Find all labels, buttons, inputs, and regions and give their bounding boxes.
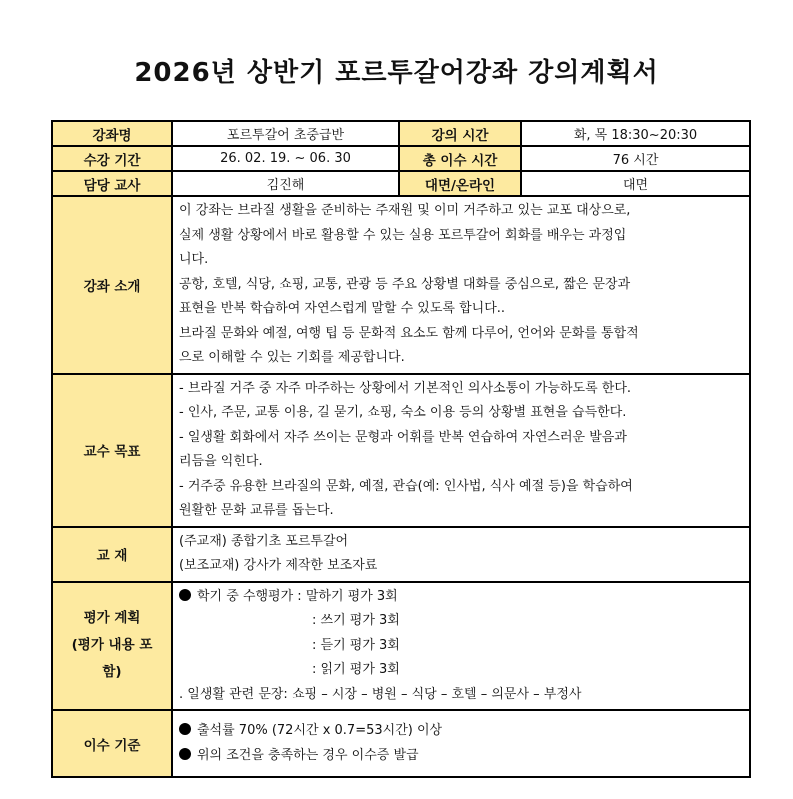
course-name-value: 포르투갈어 초중급반: [172, 121, 399, 146]
goal-line: 리듬을 익힌다.: [179, 454, 263, 469]
completion-text: 위의 조건을 충족하는 경우 이수증 발급: [197, 747, 419, 763]
teacher-value: 김진해: [172, 171, 399, 196]
total-hours-value: 76 시간: [521, 146, 750, 171]
intro-line: 표현을 반복 학습하여 자연스럽게 말할 수 있도록 합니다..: [179, 301, 506, 316]
evaluation-item-text: : 듣기 평가 3회: [312, 637, 400, 653]
teacher-label: 담당 교사: [52, 171, 172, 196]
table-row: [52, 146, 750, 171]
goal-line: 원활한 문화 교류를 돕는다.: [179, 503, 334, 518]
evaluation-label-line: 함): [102, 664, 122, 681]
completion-content: [172, 710, 750, 777]
period-label: 수강 기간: [52, 146, 172, 171]
goal-line: - 거주중 유용한 브라질의 문화, 예절, 관습(예: 인사법, 식사 예절 등)을 학습하여: [179, 478, 633, 494]
completion-text: 출석률 70% (72시간 x 0.7=53시간) 이상: [197, 723, 443, 738]
intro-line: 공항, 호텔, 식당, 쇼핑, 교통, 관광 등 주요 상황별 대화를 중심으로, 짧은 문장과: [179, 276, 631, 292]
goal-line: - 인사, 주문, 교통 이용, 길 묻기, 쇼핑, 숙소 이용 등의 상황별 표현을 습득한다.: [179, 405, 627, 420]
bullet-icon: [179, 723, 191, 735]
evaluation-item: [179, 634, 743, 659]
evaluation-item: [179, 609, 743, 634]
evaluation-content: [172, 582, 750, 711]
total-hours-label: 총 이수 시간: [399, 146, 521, 171]
syllabus-table: [51, 120, 751, 778]
goals-label: 교수 목표: [52, 374, 172, 527]
intro-line: 이 강좌는 브라질 생활을 준비하는 주재원 및 이미 거주하고 있는 교포 대상으로,: [179, 203, 631, 218]
intro-line: 실제 생활 상황에서 바로 활용할 수 있는 실용 포르투갈어 회화를 배우는 과정입: [179, 227, 627, 243]
evaluation-item: [179, 585, 743, 610]
goal-line: - 일생활 회화에서 자주 쓰이는 문형과 어휘를 반복 연습하여 자연스러운 발음과: [179, 429, 627, 445]
evaluation-item-text: 말하기 평가 3회: [305, 588, 398, 604]
period-value: 26. 02. 19. ~ 06. 30: [172, 146, 399, 171]
table-row: [52, 527, 750, 582]
table-row: [52, 710, 750, 777]
intro-content: [172, 196, 750, 374]
bullet-icon: [179, 589, 191, 601]
table-row: [52, 121, 750, 146]
textbook-line: (보조교재) 강사가 제작한 보조자료: [179, 558, 378, 573]
evaluation-item-text: : 쓰기 평가 3회: [312, 613, 400, 628]
bullet-icon: [179, 748, 191, 760]
textbook-label: 교 재: [52, 527, 172, 582]
table-row: [52, 196, 750, 374]
evaluation-note: . 일생활 관련 문장: 쇼핑 – 시장 – 병원 – 식당 – 호텔 – 의문사 – 부정사: [179, 686, 582, 702]
evaluation-item: [179, 658, 743, 683]
mode-value: 대면: [521, 171, 750, 196]
goals-content: [172, 374, 750, 527]
evaluation-label: [52, 582, 172, 711]
document-title: 2026년 상반기 포르투갈어강좌 강의계획서: [134, 58, 659, 88]
intro-line: 브라질 문화와 예절, 여행 팁 등 문화적 요소도 함께 다루어, 언어와 문화를 통합적: [179, 325, 639, 341]
completion-line: [179, 744, 743, 769]
evaluation-prefix: 학기 중 수행평가 :: [197, 588, 306, 604]
textbook-content: [172, 527, 750, 582]
intro-label: 강좌 소개: [52, 196, 172, 374]
completion-line: [179, 719, 743, 744]
table-row: [52, 171, 750, 196]
mode-label: 대면/온라인: [399, 171, 521, 196]
textbook-line: (주교재) 종합기초 포르투갈어: [179, 533, 349, 549]
table-row: [52, 582, 750, 711]
class-time-label: 강의 시간: [399, 121, 521, 146]
evaluation-item-text: : 읽기 평가 3회: [312, 662, 400, 677]
intro-line: 으로 이해할 수 있는 기회를 제공합니다.: [179, 350, 405, 365]
evaluation-label-line: (평가 내용 포: [71, 637, 153, 654]
course-name-label: 강좌명: [52, 121, 172, 146]
intro-line: 니다.: [179, 252, 209, 267]
evaluation-label-line: 평가 계획: [83, 610, 141, 627]
table-row: [52, 374, 750, 527]
goal-line: - 브라질 거주 중 자주 마주하는 상황에서 기본적인 의사소통이 가능하도록 한다.: [179, 380, 632, 396]
class-time-value: 화, 목 18:30~20:30: [521, 121, 750, 146]
completion-label: 이수 기준: [52, 710, 172, 777]
